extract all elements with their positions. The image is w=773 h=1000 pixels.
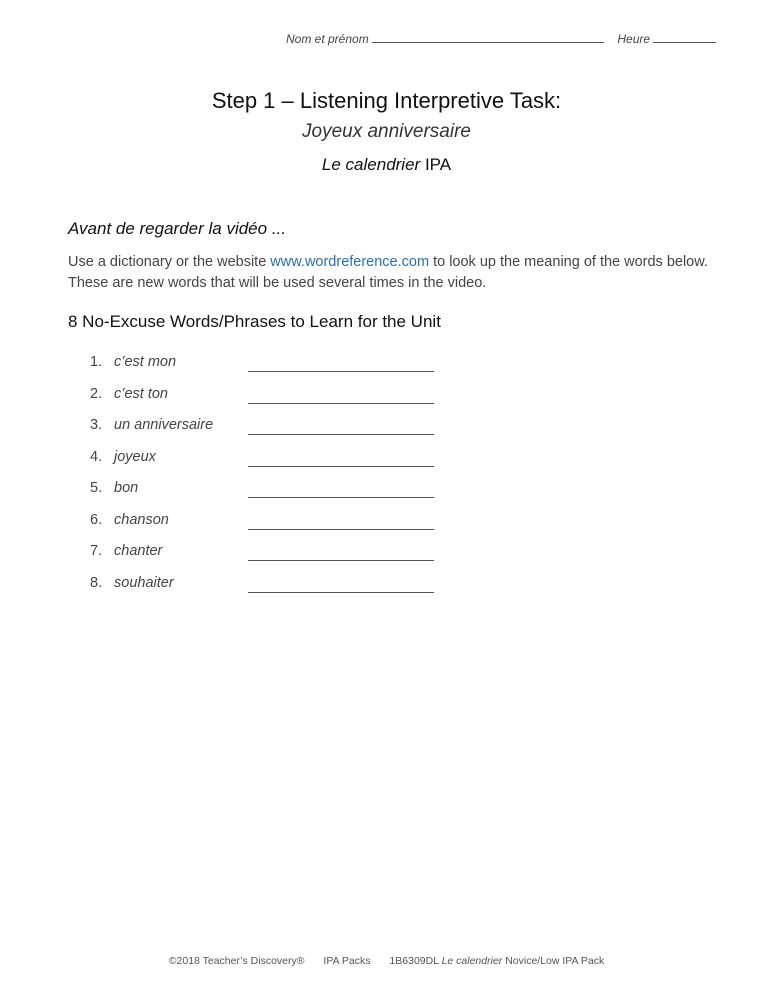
answer-blank[interactable] [248,529,434,530]
answer-blank[interactable] [248,434,434,435]
page-footer [0,955,773,967]
vocab-list [90,354,440,606]
name-blank[interactable] [372,31,604,43]
item-number: 6. [90,511,103,528]
vocab-heading: 8 No-Excuse Words/Phrases to Learn for the Unit [68,312,441,331]
before-video-heading: Avant de regarder la vidéo ... [68,219,286,238]
instructions-text [68,252,708,294]
vocab-word: souhaiter [114,574,174,591]
time-label: Heure [617,32,651,46]
answer-blank[interactable] [248,371,434,372]
vocab-word: chanter [114,543,163,559]
item-number: 2. [90,385,103,402]
name-time-header [286,31,716,46]
vocab-word: c’est mon [114,354,177,370]
item-number: 1. [90,354,103,370]
answer-blank[interactable] [248,497,434,498]
vocab-word: c’est ton [114,385,168,402]
footer-copyright: ©2018 Teacher’s Discovery® [168,955,305,967]
unit-suffix: IPA [424,155,452,174]
list-item [90,480,440,512]
list-item [90,417,440,449]
vocab-word: un anniversaire [114,417,214,433]
item-number: 4. [90,448,103,465]
answer-blank[interactable] [248,466,434,467]
list-item [90,543,440,575]
list-item [90,386,440,418]
vocab-word: joyeux [114,448,156,465]
vocab-word: bon [114,480,139,496]
footer-product-code: 1B6309DL [389,955,439,967]
item-number: 5. [90,480,103,496]
answer-blank[interactable] [248,403,434,404]
list-item [90,449,440,481]
instructions-part-1: Use a dictionary or the website [68,254,271,270]
wordreference-link[interactable]: www.wordreference.com [270,254,430,270]
list-item [90,575,440,607]
item-number: 7. [90,543,103,559]
list-item [90,512,440,544]
unit-name: Le calendrier [321,155,421,174]
footer-product-italic: Le calendrier [441,955,503,967]
page-subtitle: Joyeux anniversaire [302,121,471,142]
name-label: Nom et prénom [286,32,369,46]
footer-product-rest: Novice/Low IPA Pack [502,955,605,967]
vocab-word: chanson [114,511,169,528]
answer-blank[interactable] [248,592,434,593]
footer-series: IPA Packs [323,955,371,967]
answer-blank[interactable] [248,560,434,561]
item-number: 3. [90,417,103,433]
unit-subtitle [0,155,773,175]
page-title: Step 1 – Listening Interpretive Task: [211,88,562,113]
item-number: 8. [90,574,103,591]
time-blank[interactable] [653,31,716,43]
instructions-part-2: to look up the meaning of the words below. These are new words that will be used several times in the video. [68,254,708,291]
list-item [90,354,440,386]
